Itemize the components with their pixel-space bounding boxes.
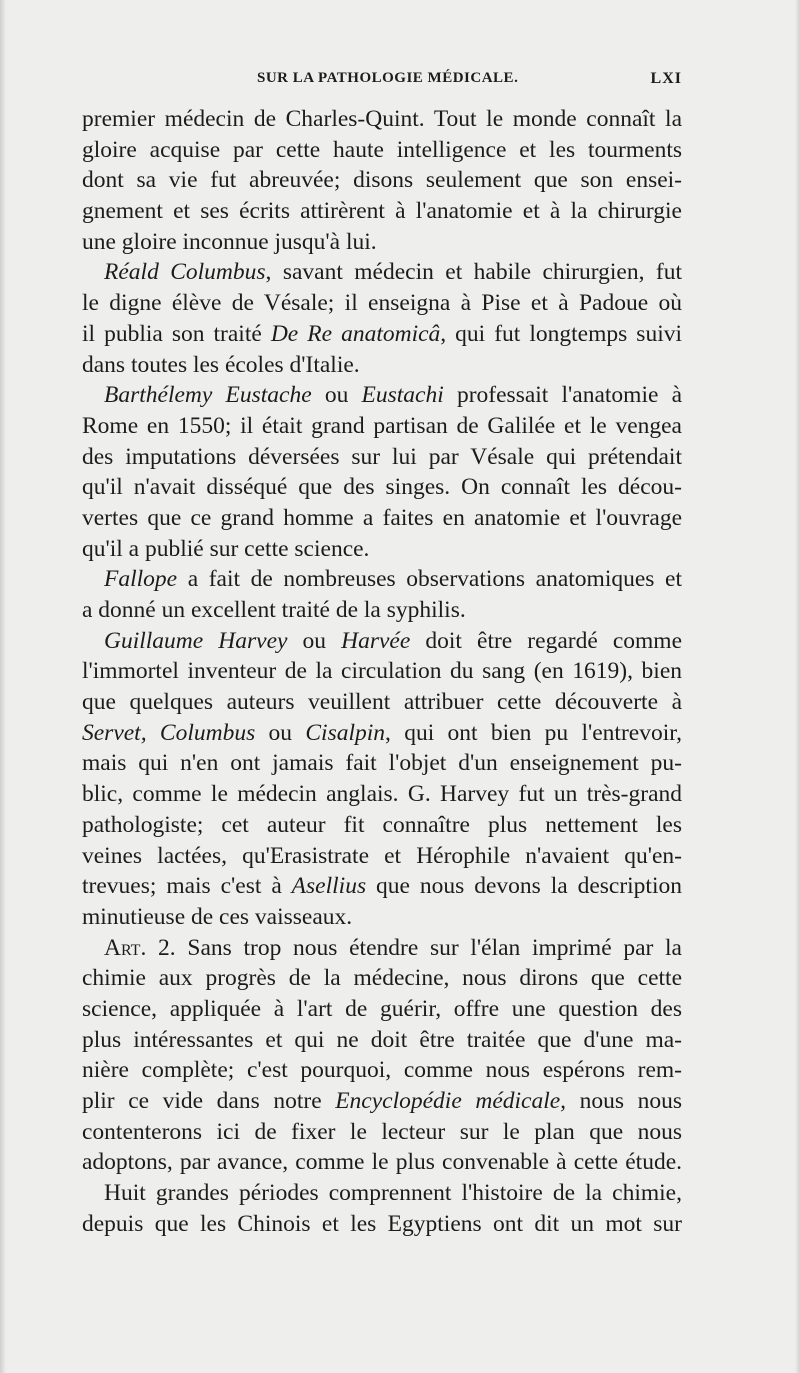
- page-edge-left: [0, 0, 6, 1373]
- text-line: dans toutes les écoles d'Italie.: [82, 351, 360, 378]
- text-line: minutieuse de ces vaisseaux.: [82, 903, 353, 930]
- body-text: [82, 104, 682, 1239]
- paragraph-start-line: Huit grandes périodes comprennent l'histoire de la chimie,: [104, 1180, 682, 1207]
- text-line: Servet, Columbus ou Cisalpin, qui ont bien pu l'entrevoir,: [82, 719, 682, 746]
- paragraph-start-line: Réald Columbus, savant médecin et habile chirurgien, fut: [104, 259, 682, 286]
- article-heading-line: Art. 2. Sans trop nous étendre sur l'élan imprimé par la: [104, 934, 682, 961]
- text-line: plir ce vide dans notre Encyclopédie médicale, nous nous: [82, 1088, 682, 1114]
- book-title: Encyclopédie médicale,: [335, 1088, 567, 1114]
- person-name: Réald Columbus: [104, 259, 266, 286]
- text-line: une gloire inconnue jusqu'à lui.: [82, 228, 377, 255]
- text-line: il publia son traité De Re anatomicâ, qui fut longtemps suivi: [82, 320, 683, 347]
- text-line: le digne élève de Vésale; il enseigna à Pise et à Padoue où: [82, 290, 682, 317]
- book-title: De Re anatomicâ: [270, 320, 441, 347]
- text-line: nière complète; c'est pourquoi, comme nous espérons rem-: [82, 1057, 682, 1084]
- person-name: Guillaume Harvey: [104, 627, 288, 654]
- text-line: que quelques auteurs veuillent attribuer cette découverte à: [82, 689, 682, 716]
- text-line: blic, comme le médecin anglais. G. Harvey fut un très-grand: [82, 781, 682, 808]
- text-line: vertes que ce grand homme a faites en anatomie et l'ouvrage: [82, 504, 682, 531]
- person-name: Barthélemy Eustache: [104, 382, 312, 409]
- person-name: Harvée: [341, 627, 411, 654]
- paragraph-start-line: Barthélemy Eustache ou Eustachi professait l'anatomie à: [104, 382, 683, 409]
- text-line: Rome en 1550; il était grand partisan de Galilée et le vengea: [82, 412, 682, 439]
- person-name: Eustachi: [361, 382, 444, 409]
- paragraph-start-line: Fallope a fait de nombreuses observations anatomiques et: [104, 566, 682, 593]
- text-line: dont sa vie fut abreuvée; disons seulement que son ensei-: [82, 167, 682, 194]
- text-line: veines lactées, qu'Erasistrate et Hérophile n'avaient qu'en-: [82, 842, 682, 869]
- text-line: a donné un excellent traité de la syphilis.: [82, 597, 466, 623]
- person-name: Fallope: [104, 566, 178, 593]
- text-line: gloire acquise par cette haute intelligence et les tourments: [82, 136, 682, 163]
- text-line: gnement et ses écrits attirèrent à l'anatomie et à la chirurgie: [82, 198, 682, 225]
- text-line: qu'il a publié sur cette science.: [82, 535, 370, 562]
- person-name: Asellius: [291, 873, 367, 900]
- text-line: trevues; mais c'est à Asellius que nous devons la description: [82, 873, 682, 900]
- text-line: adoptons, par avance, comme le plus convenable à cette étude.: [82, 1149, 682, 1176]
- text-line: contenterons ici de fixer le lecteur sur le plan que nous: [82, 1118, 682, 1145]
- page-edge-right: [795, 0, 800, 1373]
- text-line: qu'il n'avait disséqué que des singes. On connaît les décou-: [82, 474, 682, 501]
- text-line: depuis que les Chinois et les Egyptiens ont dit un mot sur: [82, 1210, 682, 1237]
- page-number: LXI: [650, 70, 682, 87]
- text-line: premier médecin de Charles-Quint. Tout le monde connaît la: [82, 106, 682, 132]
- person-name: Cisalpin: [305, 719, 386, 746]
- text-line: l'immortel inventeur de la circulation du sang (en 1619), bien: [82, 658, 682, 685]
- paragraph-start-line: Guillaume Harvey ou Harvée doit être regardé comme: [104, 627, 683, 654]
- text-line: plus intéressantes et qui ne doit être traitée que d'une ma-: [82, 1026, 682, 1053]
- text-line: chimie aux progrès de la médecine, nous dirons que cette: [82, 965, 682, 992]
- text-line: des imputations déversées sur lui par Vésale qui prétendait: [82, 443, 682, 470]
- text-line: mais qui n'en ont jamais fait l'objet d'un enseignement pu-: [82, 750, 682, 777]
- text-line: science, appliquée à l'art de guérir, offre une question des: [82, 995, 682, 1022]
- running-head: [82, 70, 682, 94]
- text-line: pathologiste; cet auteur fit connaître plus nettement les: [82, 811, 682, 838]
- running-title: SUR LA PATHOLOGIE MÉDICALE.: [257, 70, 519, 86]
- person-name: Servet, Columbus: [82, 719, 256, 746]
- article-label: Art.: [104, 934, 147, 961]
